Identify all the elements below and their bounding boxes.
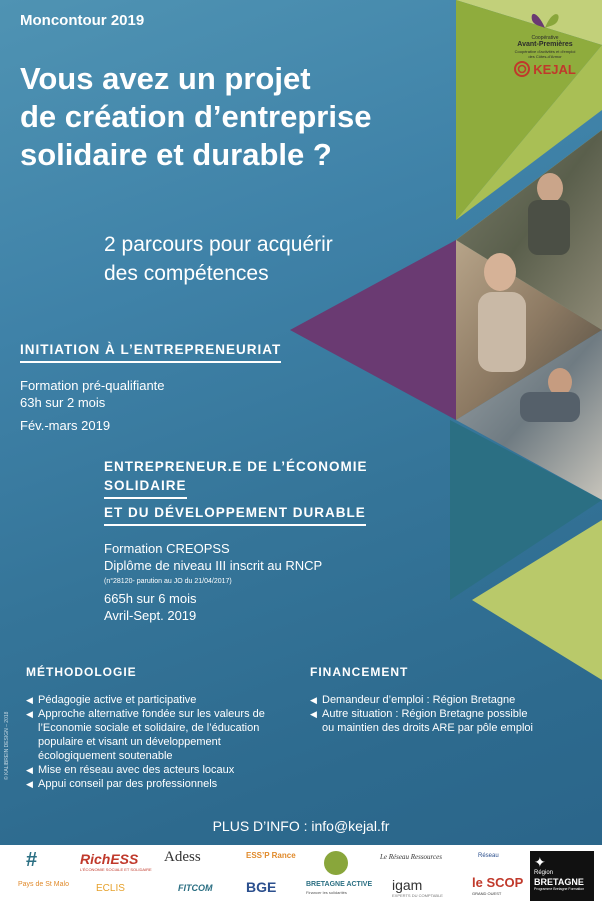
headline-line-3: solidaire et durable ?: [20, 137, 332, 172]
design-credit: © KALIBREIN DESIGN – 2018: [4, 711, 10, 780]
parcours-2: [104, 457, 368, 624]
photo-body-2: [478, 292, 526, 372]
subheadline-line-1: 2 parcours pour acquérir: [104, 233, 333, 256]
bretagne-active-sub: Financer les solidarités: [306, 890, 347, 895]
coop-line-4: des Côtes-d’Armor: [528, 54, 562, 59]
coop-name: Avant-Premières: [517, 41, 573, 48]
headline: [20, 60, 460, 174]
hashtag-logo: #: [26, 849, 38, 871]
arrow-left-icon: ◀: [26, 779, 33, 789]
coop-line-1: Coopérative: [531, 35, 559, 41]
parcours-2-formation: Formation CREOPSS: [104, 541, 230, 556]
parcours-1-dates: Fév.-mars 2019: [20, 418, 111, 433]
parcours-1-line-2: 63h sur 2 mois: [20, 395, 106, 410]
igam-logo: igam: [392, 877, 423, 893]
ermine-icon: ✦: [534, 854, 546, 870]
adess-logo: Adess: [164, 849, 201, 865]
headline-line-2: de création d’entreprise: [20, 99, 372, 134]
methodologie-section: [26, 665, 296, 791]
subheadline-line-2: des compétences: [104, 262, 269, 285]
igam-sub: EXPERTS DU COMPTABLE: [392, 893, 443, 898]
financement-item: ◀ Autre situation : Région Bretagne possible ou maintien des droits ARE par pôle emploi: [310, 708, 533, 734]
methodologie-item: ◀ Mise en réseau avec des acteurs locaux: [26, 764, 235, 776]
region-bretagne-logo: ✦ Région BRETAGNE Programme Bretagne Formation: [530, 851, 594, 901]
parcours-1-line-1: Formation pré-qualifiante: [20, 378, 165, 393]
brand-logo: [508, 8, 582, 78]
reseau-logo: Le Réseau Ressources: [380, 853, 442, 861]
methodologie-item: ◀ Approche alternative fondée sur les valeurs de l’Economie sociale et solidaire, de l’éducation populaire et visant un développement écologiquement soutenable: [26, 708, 265, 762]
subheadline: [104, 230, 414, 288]
arrow-left-icon: ◀: [310, 695, 317, 705]
bretagne-active-logo: BRETAGNE ACTIVE: [306, 881, 373, 888]
methodologie-item: ◀ Pédagogie active et participative: [26, 694, 197, 706]
location-year: Moncontour 2019: [20, 12, 145, 29]
ess-rance-logo: ESS’P Rance: [246, 851, 296, 860]
richess-logo: RichESS: [80, 851, 139, 867]
parcours-1-title: INITIATION À L’ENTREPRENEURIAT: [20, 340, 281, 363]
arrow-left-icon: ◀: [26, 695, 33, 705]
kejal-logo: [508, 61, 582, 77]
contact-email[interactable]: info@kejal.fr: [311, 818, 390, 834]
spiral-icon: [514, 61, 530, 77]
bge-logo: BGE: [246, 879, 277, 895]
eclis-logo: ECLIS: [96, 883, 125, 894]
lescop-logo: le SCOP: [472, 875, 524, 890]
pays-st-malo-logo: Pays de St Malo: [18, 881, 69, 888]
photo-face-2: [484, 253, 516, 291]
photo-face-3: [548, 368, 572, 396]
arrow-left-icon: ◀: [310, 709, 317, 719]
kejal-text: KEJAL: [533, 61, 576, 77]
financement-section: [310, 665, 590, 735]
financement-item: ◀ Demandeur d’emploi : Région Bretagne: [310, 694, 516, 706]
parcours-2-dates: Avril-Sept. 2019: [104, 608, 197, 623]
parcours-2-diplome: Diplôme de niveau III inscrit au RNCP: [104, 558, 323, 573]
parcours-1: [20, 340, 281, 434]
fitcom-logo: FITCOM: [178, 883, 213, 893]
contact-label: PLUS D’INFO :: [212, 818, 308, 834]
methodologie-item: ◀ Appui conseil par des professionnels: [26, 778, 218, 790]
photo-body-1: [528, 200, 570, 255]
parcours-2-title-2: SOLIDAIRE: [104, 476, 187, 499]
photo-face-1: [537, 173, 563, 203]
green-circle-logo: [324, 851, 348, 875]
reseau2-logo: Réseau: [478, 853, 499, 859]
butterfly-icon: [528, 8, 562, 30]
parcours-2-note: (n°28120- parution au JO du 21/04/2017): [104, 578, 232, 585]
arrow-left-icon: ◀: [26, 709, 33, 719]
lescop-sub: GRAND OUEST: [472, 891, 502, 896]
parcours-2-title-3: ET DU DÉVELOPPEMENT DURABLE: [104, 503, 366, 526]
methodologie-title: MÉTHODOLOGIE: [26, 665, 137, 679]
contact: [0, 818, 602, 834]
photo-body-3: [520, 392, 580, 422]
financement-list: [310, 693, 590, 735]
parcours-2-duree: 665h sur 6 mois: [104, 591, 197, 606]
parcours-2-title-1: ENTREPRENEUR.E DE L’ÉCONOMIE: [104, 459, 368, 474]
partner-logos: [0, 845, 602, 904]
richess-sub: L’ÉCONOMIE SOCIALE ET SOLIDAIRE: [80, 867, 152, 872]
arrow-left-icon: ◀: [26, 765, 33, 775]
methodologie-list: [26, 693, 296, 791]
financement-title: FINANCEMENT: [310, 665, 409, 679]
headline-line-1: Vous avez un projet: [20, 61, 311, 96]
coop-line-3: Coopérative d’activités et d’emploi: [514, 49, 576, 54]
